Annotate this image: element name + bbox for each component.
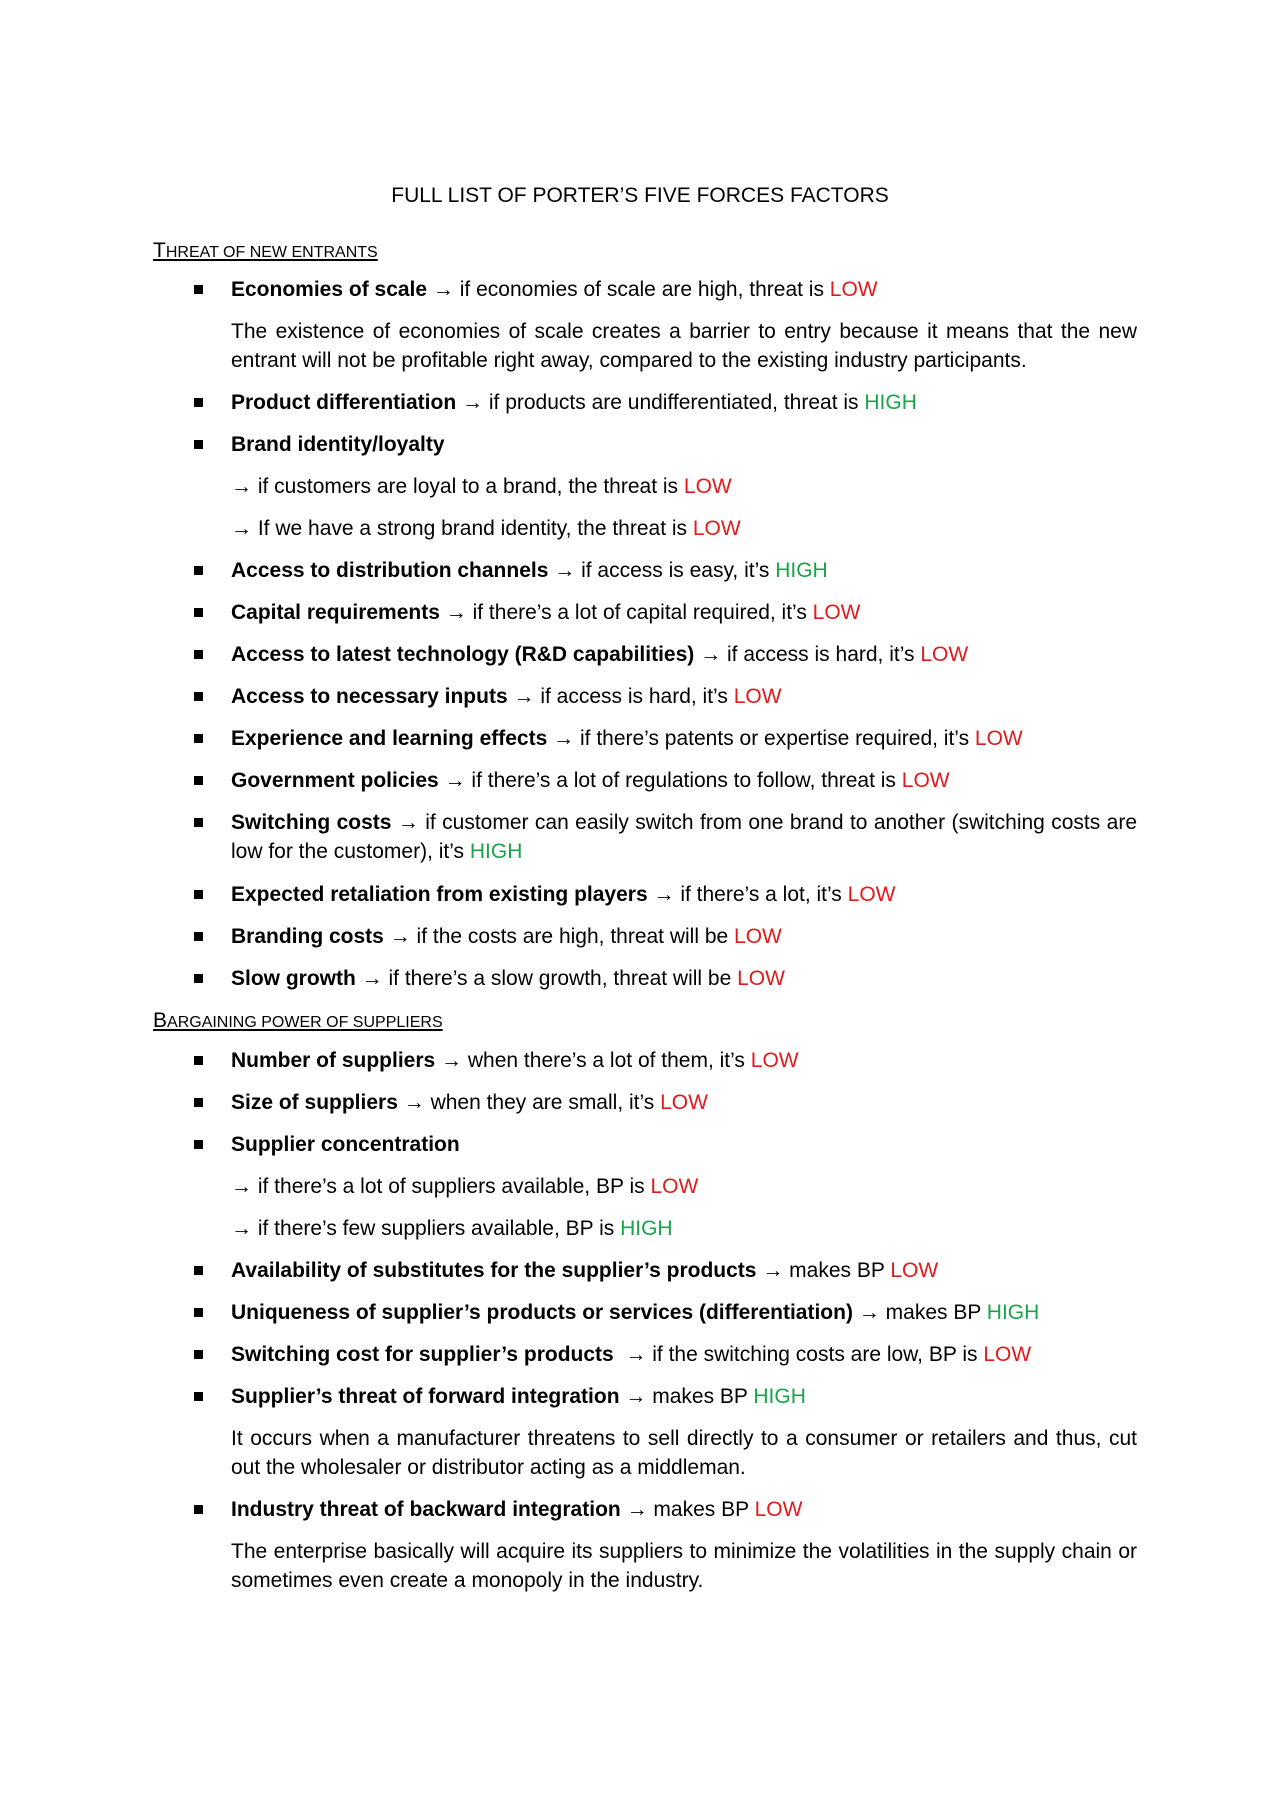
bullet-icon — [194, 1392, 203, 1401]
list-item-expected-retaliation: Expected retaliation from existing players → if there’s a lot, it’s LOW — [231, 883, 896, 906]
sub-item-brand-strong: → If we have a strong brand identity, the threat is LOW — [231, 517, 741, 540]
note-backward-integration: The enterprise basically will acquire its suppliers to minimize the volatilities in the supply chain or sometimes even create a monopoly in the industry. — [231, 1540, 1137, 1592]
bullet-icon — [194, 1505, 203, 1514]
section-heading-bargaining-power-suppliers: BARGAINING POWER OF SUPPLIERS — [153, 1009, 443, 1032]
section-heading-threat-new-entrants: THREAT OF NEW ENTRANTS — [153, 239, 378, 262]
bullet-icon — [194, 1350, 203, 1359]
bullet-icon — [194, 974, 203, 983]
list-item-government-policies: Government policies → if there’s a lot of regulations to follow, threat is LOW — [231, 769, 950, 792]
bullet-icon — [194, 734, 203, 743]
bullet-icon — [194, 566, 203, 575]
bullet-icon — [194, 1056, 203, 1065]
list-item-uniqueness: Uniqueness of supplier’s products or services (differentiation) → makes BP HIGH — [231, 1301, 1040, 1324]
list-item-forward-integration: Supplier’s threat of forward integration → makes BP HIGH — [231, 1385, 806, 1408]
bullet-icon — [194, 1266, 203, 1275]
bullet-icon — [194, 1308, 203, 1317]
list-item-supplier-concentration: Supplier concentration — [231, 1133, 460, 1156]
list-item-capital-requirements: Capital requirements → if there’s a lot of capital required, it’s LOW — [231, 601, 861, 624]
bullet-icon — [194, 650, 203, 659]
list-item-economies-of-scale: Economies of scale → if economies of scale are high, threat is LOW — [231, 278, 878, 301]
list-item-necessary-inputs: Access to necessary inputs → if access is hard, it’s LOW — [231, 685, 782, 708]
bullet-icon — [194, 932, 203, 941]
bullet-icon — [194, 818, 203, 827]
bullet-icon — [194, 285, 203, 294]
list-item-switching-cost-supplier: Switching cost for supplier’s products → if the switching costs are low, BP is LOW — [231, 1343, 1032, 1366]
list-item-availability-of-substitutes: Availability of substitutes for the supplier’s products → makes BP LOW — [231, 1259, 939, 1282]
bullet-icon — [194, 776, 203, 785]
list-item-number-of-suppliers: Number of suppliers → when there’s a lot of them, it’s LOW — [231, 1049, 799, 1072]
list-item-size-of-suppliers: Size of suppliers → when they are small, it’s LOW — [231, 1091, 708, 1114]
list-item-branding-costs: Branding costs → if the costs are high, threat will be LOW — [231, 925, 782, 948]
bullet-icon — [194, 692, 203, 701]
bullet-icon — [194, 608, 203, 617]
list-item-backward-integration: Industry threat of backward integration → makes BP LOW — [231, 1498, 803, 1521]
note-forward-integration: It occurs when a manufacturer threatens to sell directly to a consumer or retailers and thus, cut out the wholesaler or distributor acting as a middleman. — [231, 1427, 1137, 1479]
list-item-experience-learning: Experience and learning effects → if there’s patents or expertise required, it’s LOW — [231, 727, 1023, 750]
bullet-icon — [194, 1140, 203, 1149]
list-item-switching-costs: Switching costs → if customer can easily switch from one brand to another (switching costs are low for the customer), it’s HIGH — [231, 811, 1138, 863]
bullet-icon — [194, 1098, 203, 1107]
list-item-brand-identity: Brand identity/loyalty — [231, 433, 445, 456]
bullet-icon — [194, 890, 203, 899]
bullet-icon — [194, 398, 203, 407]
bullet-icon — [194, 440, 203, 449]
sub-item-brand-loyal: → if customers are loyal to a brand, the threat is LOW — [231, 475, 732, 498]
list-item-slow-growth: Slow growth → if there’s a slow growth, threat will be LOW — [231, 967, 785, 990]
note-economies-of-scale: The existence of economies of scale creates a barrier to entry because it means that the new entrant will not be profitable right away, compared to the existing industry participants. — [231, 320, 1137, 372]
list-item-latest-technology: Access to latest technology (R&D capabilities) → if access is hard, it’s LOW — [231, 643, 969, 666]
list-item-product-differentiation: Product differentiation → if products are undifferentiated, threat is HIGH — [231, 391, 917, 414]
sub-item-many-suppliers: → if there’s a lot of suppliers available, BP is LOW — [231, 1175, 699, 1198]
sub-item-few-suppliers: → if there’s few suppliers available, BP is HIGH — [231, 1217, 673, 1240]
document-title: FULL LIST OF PORTER’S FIVE FORCES FACTORS — [391, 184, 889, 207]
list-item-distribution-channels: Access to distribution channels → if access is easy, it’s HIGH — [231, 559, 828, 582]
